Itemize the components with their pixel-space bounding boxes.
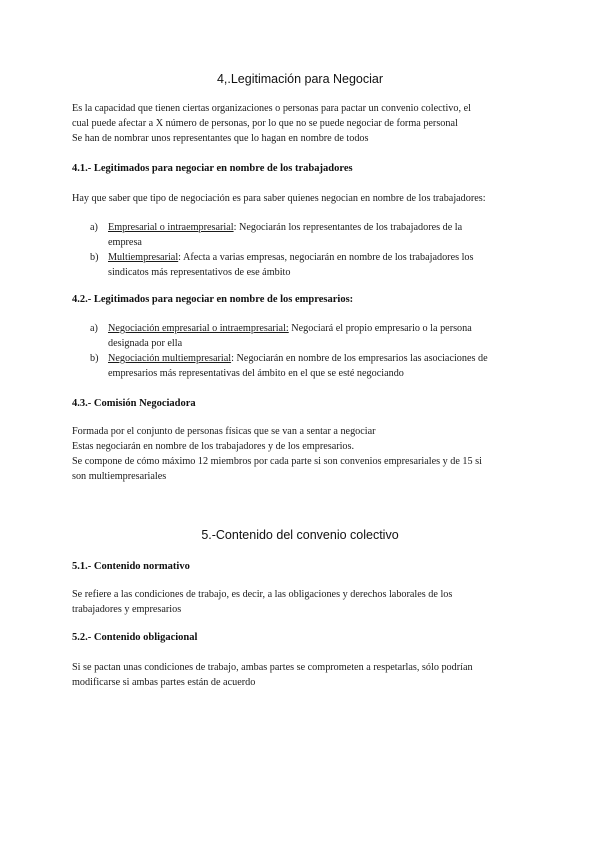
section-5-title: 5.-Contenido del convenio colectivo: [201, 528, 399, 542]
list-item: [90, 351, 530, 381]
subsection-4-3-line: Estas negociarán en nombre de los trabajadores y de los empresarios.: [72, 441, 355, 452]
list-marker: a): [90, 222, 98, 233]
subsection-4-3-line: son multiempresariales: [72, 471, 167, 482]
list-item-body: [108, 250, 530, 280]
list-item-body: [108, 321, 530, 351]
subsection-4-1-intro-line: Hay que saber que tipo de negociación es para saber quienes negocian en nombre de los trabajadores:: [72, 193, 486, 204]
list-item-text: sindicatos más representativos de ese ámbito: [108, 267, 291, 278]
subsection-4-3-title: 4.3.- Comisión Negociadora: [72, 398, 196, 409]
section-4-intro-line: Es la capacidad que tienen ciertas organizaciones o personas para pactar un convenio colectivo, el: [72, 103, 471, 114]
list-item: [90, 220, 530, 250]
subsection-4-1-title: 4.1.- Legitimados para negociar en nombre de los trabajadores: [72, 163, 353, 174]
section-4-intro: [72, 101, 532, 146]
list-item-term: Empresarial o intraempresarial: [108, 222, 234, 233]
list-item-body: [108, 351, 530, 381]
section-4-title: 4,.Legitimación para Negociar: [216, 72, 384, 86]
subsection-5-2-line: modificarse si ambas partes están de acuerdo: [72, 677, 256, 688]
list-item-text: designada por ella: [108, 338, 183, 349]
list-item: [90, 250, 530, 280]
list-item-body: [108, 220, 530, 250]
list-item-text: empresarios más representativas del ámbito en el que se esté negociando: [108, 368, 404, 379]
list-item: [90, 321, 530, 351]
subsection-4-3-line: Formada por el conjunto de personas físicas que se van a sentar a negociar: [72, 426, 376, 437]
subsection-5-1-line: trabajadores y empresarios: [72, 604, 182, 615]
list-item-text: empresa: [108, 237, 142, 248]
subsection-5-2-title: 5.2.- Contenido obligacional: [72, 632, 198, 643]
list-item-text: Negociará el propio empresario o la persona: [288, 323, 472, 334]
subsection-5-1-title: 5.1.- Contenido normativo: [72, 561, 190, 572]
list-item-term: Negociación empresarial o intraempresarial:: [108, 323, 289, 334]
list-item-text: : Negociarán los representantes de los trabajadores de la: [233, 222, 463, 233]
list-marker: b): [90, 252, 99, 263]
subsection-5-1-line: Se refiere a las condiciones de trabajo, es decir, a las obligaciones y derechos laborales de los: [72, 589, 453, 600]
subsection-4-3-body: [72, 424, 532, 484]
list-item-text: : Negociarán en nombre de los empresarios las asociaciones de: [231, 353, 488, 364]
section-4-intro-line: cual puede afectar a X número de personas, por lo que no se puede negociar de forma personal: [72, 118, 458, 129]
subsection-5-2-body: [72, 660, 532, 690]
list-item-text: : Afecta a varias empresas, negociarán en nombre de los trabajadores los: [178, 252, 474, 263]
list-marker: b): [90, 353, 99, 364]
subsection-5-1-body: [72, 587, 532, 617]
subsection-4-1-intro: [72, 191, 532, 206]
subsection-5-2-line: Si se pactan unas condiciones de trabajo, ambas partes se comprometen a respetarlas, sólo podrían: [72, 662, 473, 673]
section-4-intro-line: Se han de nombrar unos representantes que lo hagan en nombre de todos: [72, 133, 369, 144]
subsection-4-3-line: Se compone de cómo máximo 12 miembros por cada parte si son convenios empresariales y de 15 si: [72, 456, 482, 467]
list-marker: a): [90, 323, 98, 334]
list-item-term: Multiempresarial: [108, 252, 179, 263]
subsection-4-2-title: 4.2.- Legitimados para negociar en nombre de los empresarios:: [72, 294, 354, 305]
list-item-term: Negociación multiempresarial: [108, 353, 232, 364]
